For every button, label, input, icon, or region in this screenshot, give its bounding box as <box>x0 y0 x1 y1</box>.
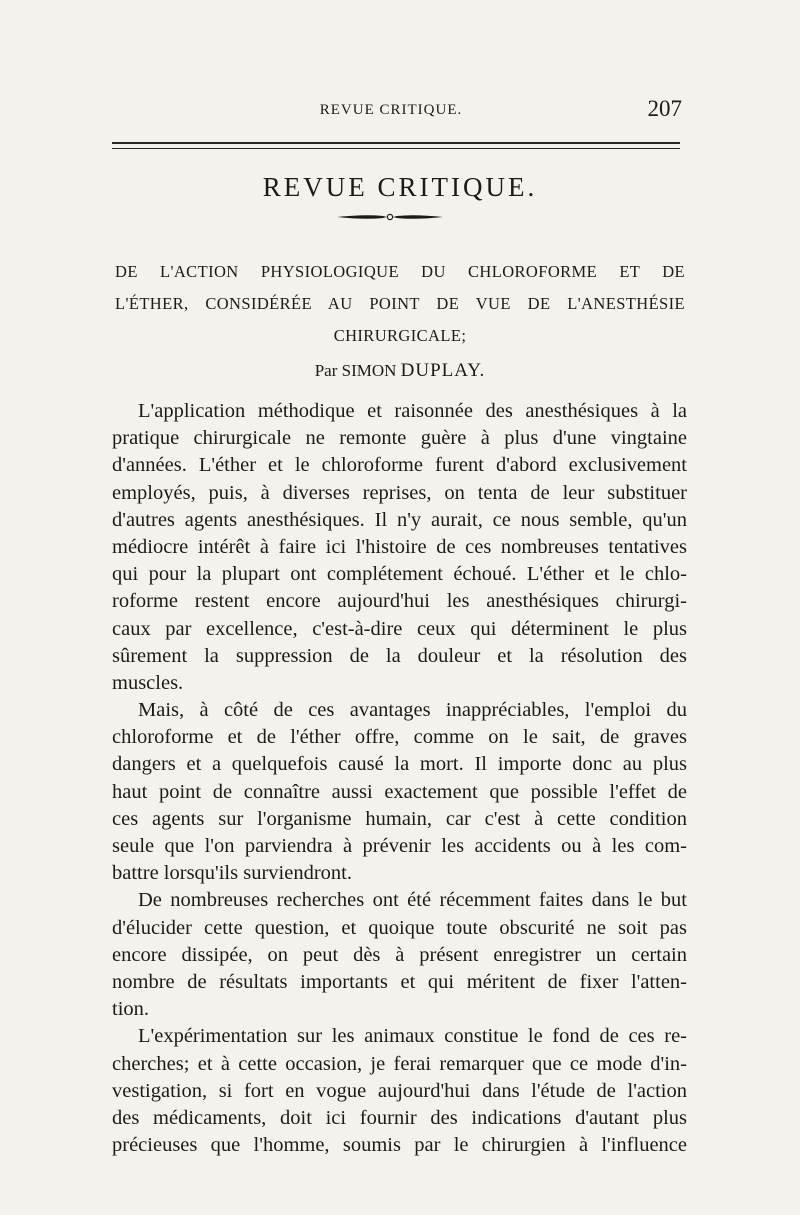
text-line: nombre de résultats importants et qui méritent de fixer l'atten- <box>112 970 687 993</box>
text-line: caux par excellence, c'est-à-dire ceux qui déterminent le plus <box>112 617 687 640</box>
byline-prefix: Par <box>314 361 338 380</box>
ornament-divider <box>335 210 445 224</box>
text-line: précieuses que l'homme, soumis par le chirurgien à l'influence <box>112 1134 687 1157</box>
section-title: REVUE CRITIQUE. <box>262 172 538 202</box>
text-line: sûrement la suppression de la douleur et la résolution des <box>112 644 687 667</box>
text-line: dangers et a quelquefois causé la mort. Il importe donc au plus <box>112 753 687 776</box>
text-line: muscles. <box>112 671 184 694</box>
text-line: employés, puis, à diverses reprises, on tenta de leur substituer <box>112 481 687 504</box>
running-head <box>100 96 682 124</box>
text-line: De nombreuses recherches ont été récemment faites dans le but <box>138 889 687 912</box>
text-line: L'application méthodique et raisonnée des anesthésiques à la <box>138 400 687 422</box>
author-first-name: SIMON <box>341 361 397 380</box>
text-line: pratique chirurgicale ne remonte guère à plus d'une vingtaine <box>112 427 687 450</box>
article-title-line: CHIRURGICALE; <box>333 326 467 345</box>
text-line: vestigation, si fort en vogue aujourd'hui dans l'étude de l'action <box>112 1079 687 1102</box>
text-line: d'autres agents anesthésiques. Il n'y aurait, ce nous semble, qu'un <box>112 508 687 531</box>
body-text <box>112 398 687 1159</box>
article-title-line: DE L'ACTION PHYSIOLOGIQUE DU CHLOROFORME ET DE <box>115 262 685 281</box>
text-line: qui pour la plupart ont complétement échoué. L'éther et le chlo- <box>112 563 687 586</box>
text-line: tion. <box>112 998 150 1021</box>
running-head-title: REVUE CRITIQUE. <box>319 102 463 118</box>
text-line: d'années. L'éther et le chloroforme furent d'abord exclusivement <box>112 454 687 477</box>
text-line: cherches; et à cette occasion, je ferai remarquer que ce mode d'in- <box>112 1052 687 1075</box>
text-line: L'expérimentation sur les animaux constitue le fond de ces re- <box>138 1025 687 1048</box>
header-rule-thick <box>112 142 680 144</box>
text-line: battre lorsqu'ils surviendront. <box>112 862 352 885</box>
article-title-line: L'ÉTHER, CONSIDÉRÉE AU POINT DE VUE DE L'ANESTHÉSIE <box>115 294 685 313</box>
text-line: Mais, à côté de ces avantages inappréciables, l'emploi du <box>138 699 687 722</box>
author-last-name: DUPLAY. <box>400 360 486 381</box>
text-line: ces agents sur l'organisme humain, car c'est à cette condition <box>112 807 687 830</box>
header-rule-thin <box>112 148 680 149</box>
byline <box>0 360 800 382</box>
article-title <box>115 256 685 352</box>
text-line: encore dissipée, on peut dès à présent enregistrer un certain <box>112 943 687 966</box>
text-line: roforme restent encore aujourd'hui les anesthésiques chirurgi- <box>112 590 687 613</box>
text-line: chloroforme et de l'éther offre, comme on le sait, de graves <box>112 726 687 749</box>
page-number: 207 <box>647 96 682 121</box>
text-line: des médicaments, doit ici fournir des indications d'autant plus <box>112 1106 687 1129</box>
text-line: haut point de connaître aussi exactement que possible l'effet de <box>112 780 687 803</box>
text-line: seule que l'on parviendra à prévenir les accidents ou à les com- <box>112 835 687 857</box>
text-line: médiocre intérêt à faire ici l'histoire de ces nombreuses tentatives <box>112 535 687 558</box>
text-line: d'élucider cette question, et quoique toute obscurité ne soit pas <box>112 916 687 939</box>
